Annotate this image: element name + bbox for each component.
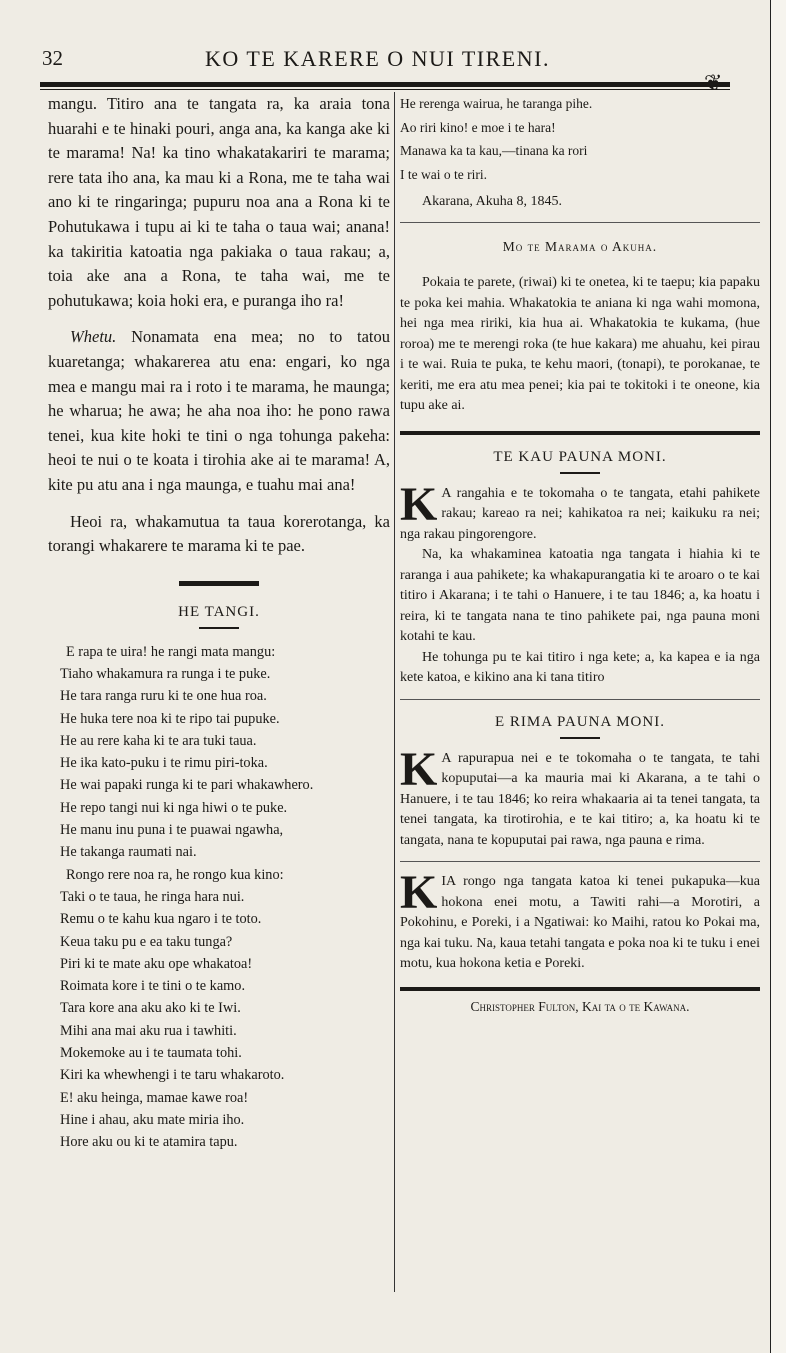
section-paragraph: Pokaia te parete, (riwai) ki te onetea, ki te taepu; kia papaku te poka kei mahia. Whakatokia te aniana ki nga wahi momona, hei nga mea ririki, kia hua ai. Whakatokia te kukama, (hue roroa) me te merengi roka (te hue kakara) me ahuahu, kei pirau i te wai. Ruia te puka, te kehu maori, (tonapi), te porokanae, te keriti, me era atu mea penei; kia pai te tokitoki i te oneone, kia tupu ake ai. [400,275,760,413]
advertisement [400,477,760,689]
notice-paragraph-text: IA rongo nga tangata katoa ki tenei pukapuka—kua hokona enei motu, a Tawiti rahi—a Morotiri, a Pokohinu, e Poreki, i a Ngatiwai: ko Maihi, ratou ko Pokai ma, nga kai tuku. Na, kaua tetahi tangata e poka noa ki te tuku i enei motu, kua hokona ketia e Poreki. [400,874,760,971]
poem-line: Roimata kore i te tini o te kamo. [60,978,246,995]
ad-paragraph: Na, ka whakaminea katoatia nga tangata i hiahia ki te raranga i aua pahikete; ka whakapurangatia ki te aroaro o te kai titiro i Akarana; i te tahi o Hanuere, i te tau 1846; a, ka hoatu i reira, ki te tangata nana te tino pahikete pai, nga pauna moni kotahi te kau. [400,547,760,644]
poem-title: HE TANGI. [178,603,260,620]
printer-signature: Christopher Fulton, Kai ta o te Kawana. [470,998,690,1014]
ad-paragraph-text: A rangahia e te tokomaha o te tangata, etahi pahikete rakau; kareao ra nei; kahikatoa ra nei; kaikuku ra nei; nga rakau pingorengore. [400,485,760,542]
section-body [400,273,760,417]
poem-line: He takanga raumati nai. [60,844,197,861]
poem-line: He ika kato-puku i te rimu piri-toka. [60,755,268,772]
poem-line: Mihi ana mai aku rua i tawhiti. [60,1022,237,1039]
poem-line: He huka tere noa ki te ripo tai pupuke. [60,710,280,727]
poem-line: Hore aku ou ki te atamira tapu. [60,1134,238,1151]
header-rule-thin [40,89,730,90]
ad-paragraph: He tohunga pu te kai titiro i nga kete; a, ka kapea e ia nga kete katoa, e kikino ana ki tana titiro [400,649,760,685]
notice [400,866,760,975]
poem-line: Keua taku pu e ea taku tunga? [60,933,233,950]
poem-line: Tara kore ana aku ako ki te Iwi. [60,1000,241,1017]
masthead-title: KO TE KARERE O NUI TIRENI. [205,46,550,71]
ad-title: E RIMA PAUNA MONI. [495,713,665,730]
page-edge [770,0,786,1353]
poem-line: Mokemoke au i te taumata tohi. [60,1045,242,1062]
title-rule [199,627,239,629]
title-rule [560,737,600,739]
poem-line: Hine i ahau, aku mate miria iho. [60,1111,245,1128]
poem-line: He manu inu puna i te puawai ngawha, [60,822,284,839]
poem-line: Piri ki te mate aku ope whakatoa! [60,955,253,972]
poem-line: I te wai o te riri. [400,166,487,182]
poem-line: Manawa ka ta kau,—tinana ka rori [400,143,588,158]
poem-line: E rapa te uira! he rangi mata mangu: [66,643,276,660]
ad-title: TE KAU PAUNA MONI. [493,448,667,465]
header-rule [40,82,730,87]
poem-line: Remu o te kahu kua ngaro i te toto. [60,911,262,928]
title-rule [560,472,600,474]
story-paragraph-text: Nonamata ena mea; no to tatou kuaretanga; whakarerea atu ena: engari, ko nga mea e mangu mai ra i roto i te marama, he maunga; he wharua; he awa; he aha noa iho: he pono rawa tenei, kua kite hoki te tini o nga tohunga pakeha: heoi te nui o te koata i tirohia ake ai te marama! A, kite pu atu ana i nga maunga, e tuahu mai ana! [48,327,391,494]
story-paragraph [48,325,390,497]
poem-continuation [400,92,760,186]
drop-cap: K [400,866,438,919]
poem-line: Kiri ka whewhengi i te taru whakaroto. [60,1067,285,1084]
advertisement [400,742,760,852]
drop-cap: K [400,477,438,531]
dateline: Akarana, Akuha 8, 1845. [422,194,562,209]
story-text [48,92,390,559]
column-divider [394,92,395,1292]
speaker-label: Whetu. [70,327,117,347]
poem-line: He repo tangi nui ki nga hiwi o te puke. [60,799,288,816]
notice-paragraph [400,866,760,975]
section-heading: Mo te Marama o Akuha. [502,239,658,254]
poem-line: Rongo rere noa ra, he rongo kua kino: [66,866,284,883]
drop-cap: K [400,742,438,796]
poem-lines [48,641,390,1154]
poem-line: Ao riri kino! e moe i te hara! [400,119,556,135]
poem-line: Taki o te taua, he ringa hara nui. [60,888,245,905]
poem-line: He wai papaki runga ki te pari whakawhero. [60,777,314,794]
right-column [400,92,760,1015]
left-column [48,92,390,1154]
story-paragraph: Heoi ra, whakamutua ta taua korerotanga, ka torangi whakarere te marama ki te pae. [48,511,390,556]
page-number: 32 [42,46,63,70]
ad-paragraph-text: A rapurapua nei e te tokomaha o te tangata, te tahi kopuputai—a ka mauria mai ki Akarana, a te tahi o Hanuere, i te tau 1846; ko reira whakaaria ai ta tenei tangata, ta tenei tangata, ka tirotirohia, e te kai titiro; a, ka hoatu ki te tangata, nana te kopuputai pai rawa, nga pauna e rima. [400,750,760,848]
ad-paragraph [400,477,760,546]
story-paragraph: mangu. Titiro ana te tangata ra, ka araia tona huarahi e te hinaki pouri, anga ana, ka kanga ake ki te marama! Na! ka tino whakatakariri te marama; rere tata iho ana, ka mau ki a Rona, me te taha wai ano ki te ringaringa; pupuru noa ana a Rona ki te Pohutukawa i tupu ai ki te taha o taua wai; anana! ka takiritia katoatia nga pakiaka o taua rakau; a, toia ake ana a Rona, te taha wai, me te pohutukawa; koia hoki era, e puranga iho ra! [48,94,390,310]
flourish-icon: ❦ [704,70,723,95]
poem-line: He tara ranga ruru ki te one hua roa. [60,688,267,705]
ad-paragraph [400,742,760,852]
poem-line: E! aku heinga, mamae kawe roa! [60,1089,249,1106]
poem-line: He au rere kaha ki te ara tuki taua. [60,732,257,749]
poem-line: Tiaho whakamura ra runga i te puke. [60,665,271,682]
poem-line: He rerenga wairua, he taranga pihe. [400,96,593,111]
